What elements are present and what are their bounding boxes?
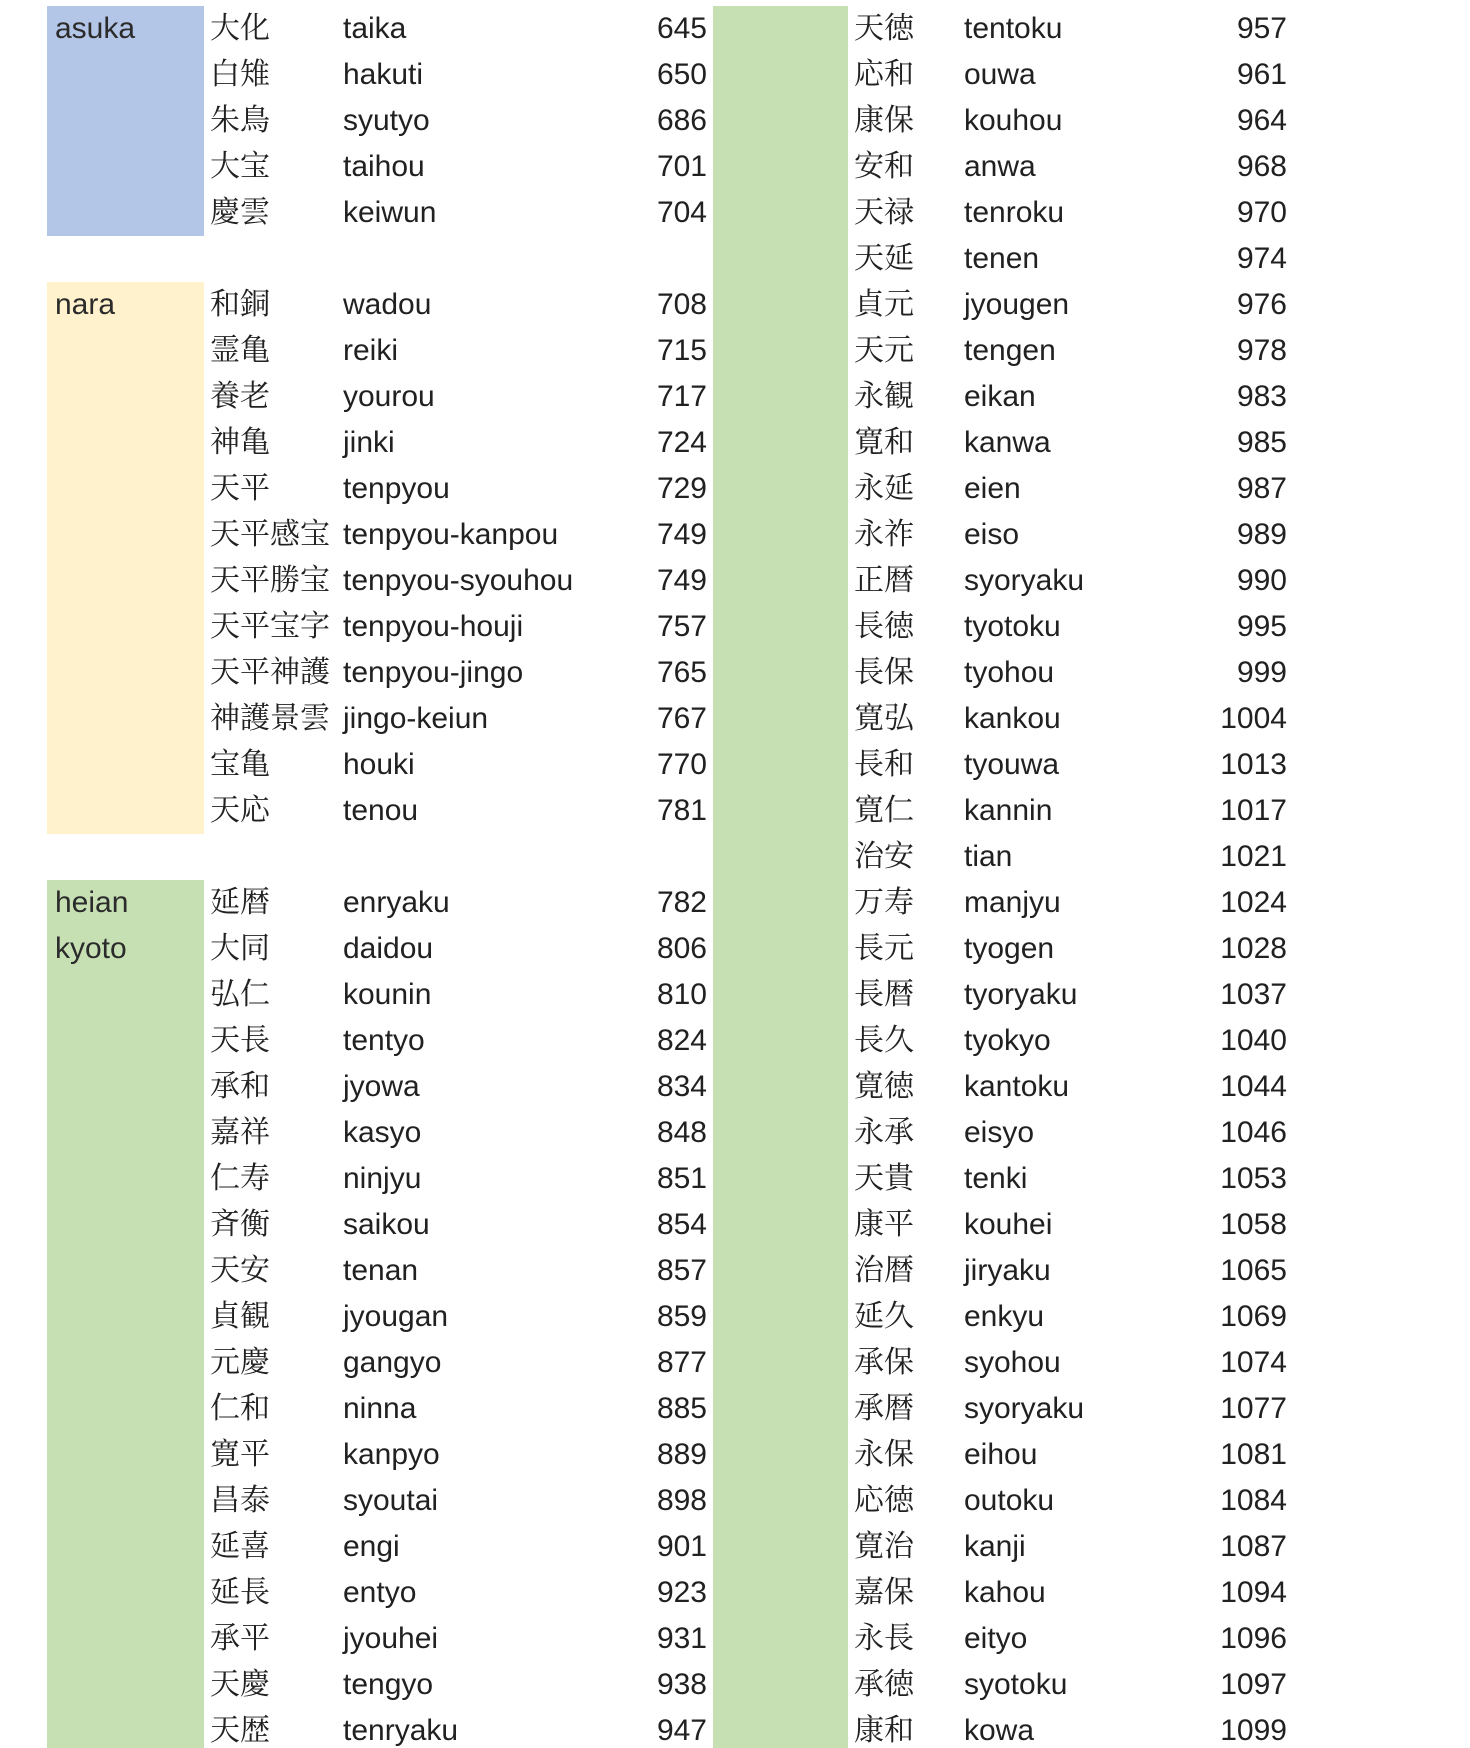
era-kanji-cell[interactable]: 永承 — [854, 1116, 914, 1149]
era-kanji-cell[interactable]: 承和 — [210, 1070, 270, 1103]
era-kanji-cell[interactable]: 天禄 — [854, 196, 914, 229]
era-start-year-cell[interactable]: 1084 — [1220, 1484, 1287, 1517]
era-start-year-cell[interactable]: 851 — [656, 1162, 707, 1195]
era-kanji-cell[interactable]: 寛和 — [854, 426, 914, 459]
era-romaji-cell[interactable]: ninna — [343, 1392, 417, 1425]
era-kanji-cell[interactable]: 寛仁 — [854, 794, 914, 827]
era-kanji-cell[interactable]: 天元 — [854, 334, 914, 367]
era-romaji-cell[interactable]: syoryaku — [964, 1392, 1085, 1425]
era-kanji-cell[interactable]: 延長 — [210, 1576, 270, 1609]
era-kanji-cell[interactable]: 永祚 — [854, 518, 914, 551]
era-start-year-cell[interactable]: 889 — [656, 1438, 707, 1471]
era-start-year-cell[interactable]: 901 — [656, 1530, 707, 1563]
era-start-year-cell[interactable]: 1069 — [1220, 1300, 1287, 1333]
era-romaji-cell[interactable]: tenpyou-houji — [343, 610, 524, 643]
era-kanji-cell[interactable]: 天歴 — [210, 1714, 270, 1747]
era-romaji-cell[interactable]: houki — [343, 748, 415, 781]
era-start-year-cell[interactable]: 1058 — [1220, 1208, 1287, 1241]
era-kanji-cell[interactable]: 白雉 — [210, 58, 270, 91]
era-romaji-cell[interactable]: kankou — [964, 702, 1061, 735]
era-romaji-cell[interactable]: tenpyou — [343, 472, 450, 505]
era-start-year-cell[interactable]: 1087 — [1220, 1530, 1287, 1563]
era-kanji-cell[interactable]: 天平 — [210, 472, 270, 505]
era-kanji-cell[interactable]: 斉衡 — [210, 1208, 270, 1241]
era-kanji-cell[interactable]: 治安 — [854, 840, 914, 873]
era-kanji-cell[interactable]: 延喜 — [210, 1530, 270, 1563]
era-romaji-cell[interactable]: syotoku — [964, 1668, 1068, 1701]
era-romaji-cell[interactable]: syoryaku — [964, 564, 1085, 597]
era-romaji-cell[interactable]: tentoku — [964, 12, 1063, 45]
era-kanji-cell[interactable]: 承保 — [854, 1346, 914, 1379]
era-kanji-cell[interactable]: 天慶 — [210, 1668, 270, 1701]
era-romaji-cell[interactable]: tyoryaku — [964, 978, 1078, 1011]
era-kanji-cell[interactable]: 長徳 — [854, 610, 914, 643]
era-kanji-cell[interactable]: 延暦 — [210, 886, 270, 919]
heian-period-band-continued[interactable] — [713, 6, 848, 1748]
era-kanji-cell[interactable]: 天平感宝 — [210, 518, 330, 551]
era-romaji-cell[interactable]: kouhou — [964, 104, 1063, 137]
era-kanji-cell[interactable]: 承平 — [210, 1622, 270, 1655]
era-start-year-cell[interactable]: 708 — [656, 288, 707, 321]
era-start-year-cell[interactable]: 1065 — [1220, 1254, 1287, 1287]
era-kanji-cell[interactable]: 応徳 — [854, 1484, 914, 1517]
era-romaji-cell[interactable]: syohou — [964, 1346, 1061, 1379]
era-kanji-cell[interactable]: 天平勝宝 — [210, 564, 330, 597]
era-romaji-cell[interactable]: tenryaku — [343, 1714, 459, 1747]
era-start-year-cell[interactable]: 701 — [656, 150, 707, 183]
era-kanji-cell[interactable]: 宝亀 — [210, 748, 270, 781]
asuka-label: asuka — [55, 12, 136, 45]
era-romaji-cell[interactable]: tyohou — [964, 656, 1055, 689]
era-kanji-cell[interactable]: 治暦 — [854, 1254, 914, 1287]
era-start-year-cell[interactable]: 964 — [1236, 104, 1287, 137]
era-start-year-cell[interactable]: 717 — [656, 380, 707, 413]
era-romaji-cell[interactable]: eityo — [964, 1622, 1028, 1655]
era-kanji-cell[interactable]: 天延 — [854, 242, 914, 275]
era-kanji-cell[interactable]: 貞観 — [210, 1300, 270, 1333]
era-start-year-cell[interactable]: 1037 — [1220, 978, 1287, 1011]
era-romaji-cell[interactable]: hakuti — [343, 58, 424, 91]
era-start-year-cell[interactable]: 645 — [656, 12, 707, 45]
era-start-year-cell[interactable]: 999 — [1236, 656, 1287, 689]
era-start-year-cell[interactable]: 1081 — [1220, 1438, 1287, 1471]
nara-period-band[interactable] — [47, 282, 204, 834]
era-start-year-cell[interactable]: 978 — [1236, 334, 1287, 367]
era-romaji-cell[interactable]: tyouwa — [964, 748, 1060, 781]
era-start-year-cell[interactable]: 947 — [656, 1714, 707, 1747]
era-romaji-cell[interactable]: tyokyo — [964, 1024, 1051, 1057]
era-romaji-cell[interactable]: kounin — [343, 978, 432, 1011]
era-start-year-cell[interactable]: 770 — [656, 748, 707, 781]
era-start-year-cell[interactable]: 765 — [656, 656, 707, 689]
era-start-year-cell[interactable]: 985 — [1236, 426, 1287, 459]
era-start-year-cell[interactable]: 854 — [656, 1208, 707, 1241]
era-romaji-cell[interactable]: kannin — [964, 794, 1053, 827]
era-start-year-cell[interactable]: 781 — [656, 794, 707, 827]
era-romaji-cell[interactable]: tengyo — [343, 1668, 434, 1701]
era-romaji-cell[interactable]: enryaku — [343, 886, 450, 919]
era-start-year-cell[interactable]: 859 — [656, 1300, 707, 1333]
era-romaji-cell[interactable]: jyougan — [343, 1300, 449, 1333]
era-kanji-cell[interactable]: 承暦 — [854, 1392, 914, 1425]
era-kanji-cell[interactable]: 大宝 — [210, 150, 270, 183]
era-start-year-cell[interactable]: 1096 — [1220, 1622, 1287, 1655]
era-romaji-cell[interactable]: tenpyou-jingo — [343, 656, 524, 689]
era-start-year-cell[interactable]: 885 — [656, 1392, 707, 1425]
era-kanji-cell[interactable]: 仁寿 — [210, 1162, 270, 1195]
era-start-year-cell[interactable]: 931 — [656, 1622, 707, 1655]
era-kanji-cell[interactable]: 嘉祥 — [210, 1116, 270, 1149]
era-start-year-cell[interactable]: 1074 — [1220, 1346, 1287, 1379]
era-start-year-cell[interactable]: 1077 — [1220, 1392, 1287, 1425]
era-kanji-cell[interactable]: 延久 — [854, 1300, 914, 1333]
era-romaji-cell[interactable]: kanji — [964, 1530, 1026, 1563]
era-start-year-cell[interactable]: 1017 — [1220, 794, 1287, 827]
era-start-year-cell[interactable]: 729 — [656, 472, 707, 505]
era-romaji-cell[interactable]: taika — [343, 12, 407, 45]
era-start-year-cell[interactable]: 923 — [656, 1576, 707, 1609]
era-romaji-cell[interactable]: kahou — [964, 1576, 1046, 1609]
era-start-year-cell[interactable]: 1040 — [1220, 1024, 1287, 1057]
era-start-year-cell[interactable]: 1028 — [1220, 932, 1287, 965]
era-romaji-cell[interactable]: tentyo — [343, 1024, 425, 1057]
era-kanji-cell[interactable]: 和銅 — [210, 288, 270, 321]
era-kanji-cell[interactable]: 康和 — [854, 1714, 914, 1747]
era-romaji-cell[interactable]: yourou — [343, 380, 435, 413]
era-romaji-cell[interactable]: saikou — [343, 1208, 430, 1241]
era-romaji-cell[interactable]: daidou — [343, 932, 434, 965]
era-kanji-cell[interactable]: 嘉保 — [854, 1576, 914, 1609]
era-kanji-cell[interactable]: 長暦 — [854, 978, 914, 1011]
nara-label: nara — [55, 288, 116, 321]
era-kanji-cell[interactable]: 大同 — [210, 932, 270, 965]
era-start-year-cell[interactable]: 1094 — [1220, 1576, 1287, 1609]
era-start-year-cell[interactable]: 974 — [1236, 242, 1287, 275]
era-start-year-cell[interactable]: 686 — [656, 104, 707, 137]
era-kanji-cell[interactable]: 元慶 — [210, 1346, 270, 1379]
era-start-year-cell[interactable]: 757 — [656, 610, 707, 643]
era-kanji-cell[interactable]: 応和 — [854, 58, 914, 91]
era-start-year-cell[interactable]: 1004 — [1220, 702, 1287, 735]
era-romaji-cell[interactable]: ouwa — [964, 58, 1036, 91]
era-kanji-cell[interactable]: 大化 — [210, 12, 270, 45]
era-kanji-cell[interactable]: 安和 — [854, 150, 914, 183]
era-romaji-cell[interactable]: eikan — [964, 380, 1036, 413]
era-kanji-cell[interactable]: 神護景雲 — [210, 702, 330, 735]
era-romaji-cell[interactable]: tenroku — [964, 196, 1065, 229]
era-romaji-cell[interactable]: tenou — [343, 794, 419, 827]
era-romaji-cell[interactable]: tenpyou-syouhou — [343, 564, 574, 597]
era-romaji-cell[interactable]: tyogen — [964, 932, 1055, 965]
era-kanji-cell[interactable]: 天安 — [210, 1254, 270, 1287]
era-kanji-cell[interactable]: 長元 — [854, 932, 914, 965]
era-kanji-cell[interactable]: 慶雲 — [210, 196, 270, 229]
era-start-year-cell[interactable]: 782 — [656, 886, 707, 919]
era-romaji-cell[interactable]: tengen — [964, 334, 1056, 367]
era-kanji-cell[interactable]: 天貴 — [854, 1162, 914, 1195]
era-romaji-cell[interactable]: jinki — [343, 426, 395, 459]
era-romaji-cell[interactable]: kanpyo — [343, 1438, 440, 1471]
era-romaji-cell[interactable]: manjyu — [964, 886, 1061, 919]
era-start-year-cell[interactable]: 834 — [656, 1070, 707, 1103]
era-start-year-cell[interactable]: 848 — [656, 1116, 707, 1149]
era-start-year-cell[interactable]: 976 — [1236, 288, 1287, 321]
era-romaji-cell[interactable]: enkyu — [964, 1300, 1045, 1333]
era-kanji-cell[interactable]: 永保 — [854, 1438, 914, 1471]
era-romaji-cell[interactable]: tyotoku — [964, 610, 1061, 643]
era-start-year-cell[interactable]: 749 — [656, 518, 707, 551]
era-start-year-cell[interactable]: 987 — [1236, 472, 1287, 505]
era-start-year-cell[interactable]: 968 — [1236, 150, 1287, 183]
era-kanji-cell[interactable]: 天平神護 — [210, 656, 330, 689]
era-start-year-cell[interactable]: 989 — [1236, 518, 1287, 551]
era-kanji-cell[interactable]: 寛徳 — [854, 1070, 914, 1103]
era-start-year-cell[interactable]: 1024 — [1220, 886, 1287, 919]
era-romaji-cell[interactable]: tenpyou-kanpou — [343, 518, 559, 551]
era-romaji-cell[interactable]: ninjyu — [343, 1162, 422, 1195]
era-start-year-cell[interactable]: 970 — [1236, 196, 1287, 229]
era-romaji-cell[interactable]: tenan — [343, 1254, 419, 1287]
era-kanji-cell[interactable]: 養老 — [210, 380, 270, 413]
era-start-year-cell[interactable]: 995 — [1236, 610, 1287, 643]
era-kanji-cell[interactable]: 永延 — [854, 472, 914, 505]
era-romaji-cell[interactable]: taihou — [343, 150, 425, 183]
era-romaji-cell[interactable]: jyowa — [343, 1070, 420, 1103]
era-start-year-cell[interactable]: 938 — [656, 1668, 707, 1701]
era-kanji-cell[interactable]: 天長 — [210, 1024, 270, 1057]
era-kanji-cell[interactable]: 承徳 — [854, 1668, 914, 1701]
era-start-year-cell[interactable]: 1021 — [1220, 840, 1287, 873]
era-start-year-cell[interactable]: 724 — [656, 426, 707, 459]
era-romaji-cell[interactable]: jyougen — [964, 288, 1070, 321]
era-kanji-cell[interactable]: 長保 — [854, 656, 914, 689]
era-romaji-cell[interactable]: anwa — [964, 150, 1036, 183]
era-start-year-cell[interactable]: 824 — [656, 1024, 707, 1057]
era-romaji-cell[interactable]: engi — [343, 1530, 400, 1563]
era-kanji-cell[interactable]: 天平宝字 — [210, 610, 330, 643]
era-romaji-cell[interactable]: kanwa — [964, 426, 1051, 459]
era-start-year-cell[interactable]: 1053 — [1220, 1162, 1287, 1195]
era-romaji-cell[interactable]: kowa — [964, 1714, 1035, 1747]
era-kanji-cell[interactable]: 寛治 — [854, 1530, 914, 1563]
era-romaji-cell[interactable]: eien — [964, 472, 1021, 505]
era-kanji-cell[interactable]: 弘仁 — [210, 978, 270, 1011]
era-start-year-cell[interactable]: 898 — [656, 1484, 707, 1517]
era-start-year-cell[interactable]: 857 — [656, 1254, 707, 1287]
era-start-year-cell[interactable]: 961 — [1236, 58, 1287, 91]
era-kanji-cell[interactable]: 永観 — [854, 380, 914, 413]
era-start-year-cell[interactable]: 990 — [1236, 564, 1287, 597]
heian-kyoto-label: kyoto — [55, 932, 127, 965]
era-kanji-cell[interactable]: 寛弘 — [854, 702, 914, 735]
era-kanji-cell[interactable]: 仁和 — [210, 1392, 270, 1425]
era-kanji-cell[interactable]: 貞元 — [854, 288, 914, 321]
era-start-year-cell[interactable]: 1097 — [1220, 1668, 1287, 1701]
era-romaji-cell[interactable]: tian — [964, 840, 1013, 873]
era-start-year-cell[interactable]: 1013 — [1220, 748, 1287, 781]
era-romaji-cell[interactable]: jiryaku — [964, 1254, 1051, 1287]
era-romaji-cell[interactable]: entyo — [343, 1576, 417, 1609]
era-romaji-cell[interactable]: syutyo — [343, 104, 430, 137]
era-start-year-cell[interactable]: 983 — [1236, 380, 1287, 413]
era-start-year-cell[interactable]: 767 — [656, 702, 707, 735]
era-romaji-cell[interactable]: reiki — [343, 334, 399, 367]
era-kanji-cell[interactable]: 万寿 — [854, 886, 914, 919]
era-start-year-cell[interactable]: 957 — [1236, 12, 1287, 45]
heian-kyoto-label: heian — [55, 886, 129, 919]
era-start-year-cell[interactable]: 715 — [656, 334, 707, 367]
era-start-year-cell[interactable]: 650 — [656, 58, 707, 91]
era-start-year-cell[interactable]: 806 — [656, 932, 707, 965]
era-romaji-cell[interactable]: jyouhei — [343, 1622, 439, 1655]
era-romaji-cell[interactable]: gangyo — [343, 1346, 442, 1379]
era-kanji-cell[interactable]: 正暦 — [854, 564, 914, 597]
era-start-year-cell[interactable]: 1044 — [1220, 1070, 1287, 1103]
era-kanji-cell[interactable]: 朱鳥 — [210, 104, 270, 137]
era-kanji-cell[interactable]: 康平 — [854, 1208, 914, 1241]
era-kanji-cell[interactable]: 永長 — [854, 1622, 914, 1655]
era-kanji-cell[interactable]: 康保 — [854, 104, 914, 137]
era-kanji-cell[interactable]: 神亀 — [210, 426, 270, 459]
era-romaji-cell[interactable]: eiso — [964, 518, 1020, 551]
era-kanji-cell[interactable]: 昌泰 — [210, 1484, 270, 1517]
era-kanji-cell[interactable]: 天応 — [210, 794, 270, 827]
era-romaji-cell[interactable]: wadou — [343, 288, 432, 321]
era-kanji-cell[interactable]: 長和 — [854, 748, 914, 781]
era-romaji-cell[interactable]: outoku — [964, 1484, 1055, 1517]
era-start-year-cell[interactable]: 749 — [656, 564, 707, 597]
era-start-year-cell[interactable]: 704 — [656, 196, 707, 229]
era-kanji-cell[interactable]: 天徳 — [854, 12, 914, 45]
era-romaji-cell[interactable]: syoutai — [343, 1484, 439, 1517]
era-romaji-cell[interactable]: kasyo — [343, 1116, 422, 1149]
heian-kyoto-period-band[interactable] — [47, 880, 204, 1748]
era-romaji-cell[interactable]: jingo-keiun — [343, 702, 489, 735]
era-romaji-cell[interactable]: kouhei — [964, 1208, 1053, 1241]
era-romaji-cell[interactable]: kantoku — [964, 1070, 1070, 1103]
era-kanji-cell[interactable]: 寛平 — [210, 1438, 270, 1471]
era-romaji-cell[interactable]: tenki — [964, 1162, 1028, 1195]
era-romaji-cell[interactable]: keiwun — [343, 196, 437, 229]
era-start-year-cell[interactable]: 810 — [656, 978, 707, 1011]
era-romaji-cell[interactable]: eihou — [964, 1438, 1038, 1471]
era-romaji-cell[interactable]: eisyo — [964, 1116, 1035, 1149]
era-start-year-cell[interactable]: 877 — [656, 1346, 707, 1379]
era-kanji-cell[interactable]: 霊亀 — [210, 334, 270, 367]
era-kanji-cell[interactable]: 長久 — [854, 1024, 914, 1057]
era-start-year-cell[interactable]: 1046 — [1220, 1116, 1287, 1149]
era-romaji-cell[interactable]: tenen — [964, 242, 1040, 275]
era-start-year-cell[interactable]: 1099 — [1220, 1714, 1287, 1747]
